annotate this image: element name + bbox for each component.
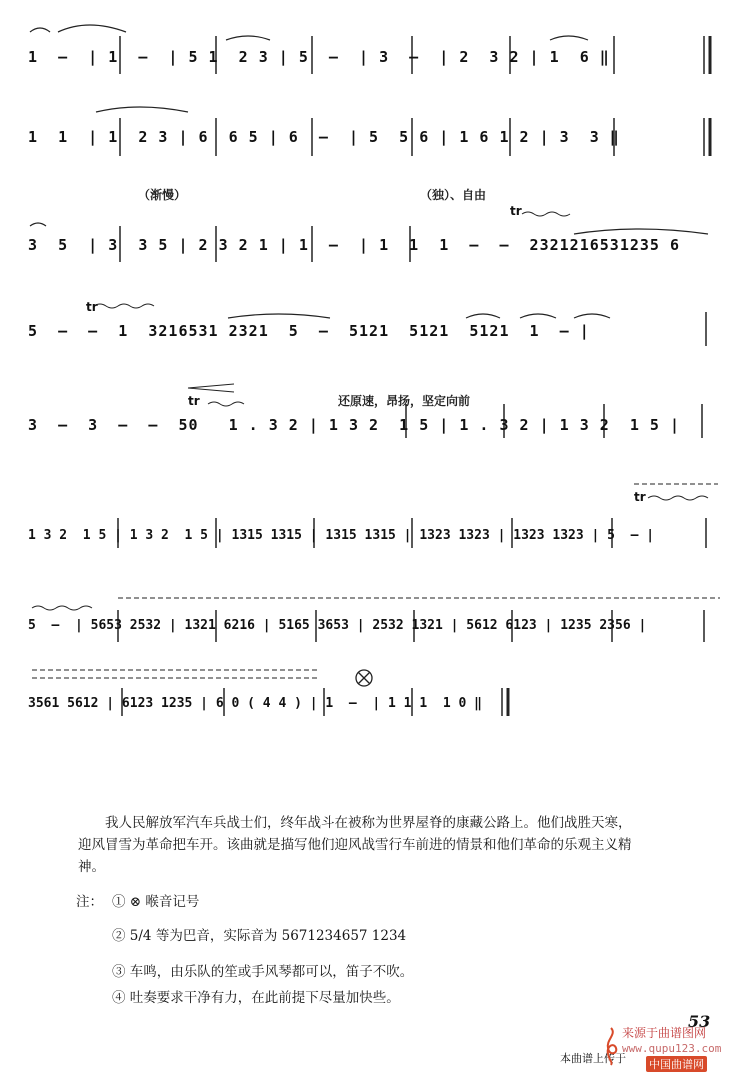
notation-line: 3561 5612 | 6123 1235 | 6 0 ( 4 4 ) | 1 – | 1 1 1 1 0 ‖	[28, 696, 482, 711]
trill-marking: tr	[86, 300, 98, 314]
note-text: 吐奏要求干净有力，在此前提下尽量加快些。	[129, 990, 400, 1006]
notation-line: 3 – 3 – – 50 1 . 3 2 | 1 3 2 1 5 | 1 . 3 2 | 1 3 2 1 5 |	[28, 416, 680, 434]
note-item-3	[112, 960, 413, 980]
page-number: 53	[688, 1012, 711, 1031]
notation-line: 5 – | 5653 2532 | 1321 6216 | 5165 3653 | 2532 1321 | 5612 6123 | 1235 2356 |	[28, 618, 647, 633]
watermark-line2: www.qupu123.com	[622, 1042, 722, 1055]
trill-marking: tr	[188, 394, 200, 408]
note-text: 5/4 等为巴音，实际音为 5671234657 1234	[129, 928, 407, 944]
score-row-2	[28, 108, 720, 164]
notes-label: 注：	[76, 894, 103, 910]
score-row-3	[28, 212, 720, 268]
watermark-line1: 来源于曲谱图网	[622, 1026, 707, 1040]
footer-text: 本曲谱上传于	[560, 1052, 626, 1065]
site-watermark	[602, 1020, 748, 1072]
note-item-4	[112, 986, 400, 1006]
note-text: 车鸣，由乐队的笙或手风琴都可以，笛子不吹。	[129, 964, 414, 980]
note-text: ⊗ 喉音记号	[129, 894, 200, 910]
description-text: 我人民解放军汽车兵战士们，终年战斗在被称为世界屋脊的康藏公路上。他们战胜天寒，迎风冒雪为革命把车开。该曲就是描写他们迎风战雪行车前进的情景和他们革命的乐观主义精神。	[78, 815, 632, 875]
notation-line: 3 5 | 3 3 5 | 2 3 2 1 | 1 – | 1 1 1 – – 2321216531235 6	[28, 236, 680, 254]
notation-line: 1 – | 1 – | 5 1 2 3 | 5 – | 3 – | 2 3 2 | 1 6 ‖	[28, 48, 610, 66]
note-number: ④	[112, 990, 126, 1006]
note-item-2	[112, 924, 406, 944]
score-row-6	[28, 478, 720, 550]
score-row-5	[28, 380, 720, 442]
slur-marks	[28, 660, 720, 720]
score-row-1	[28, 20, 720, 80]
trill-marking: tr	[510, 204, 522, 218]
solo-free-marking: （独）、自由	[420, 188, 487, 202]
notation-line: 1 3 2 1 5 | 1 3 2 1 5 | 1315 1315 | 1315 1315 | 1323 1323 | 1323 1323 | 5 – |	[28, 528, 655, 543]
trill-marking: tr	[634, 490, 646, 504]
gradually-slow-marking: （渐慢）	[138, 188, 187, 202]
description-block	[78, 812, 638, 878]
notation-line: 5 – – 1 3216531 2321 5 – 5121 5121 5121 1 – |	[28, 322, 590, 340]
note-item-1	[112, 890, 199, 910]
notation-line: 1 1 | 1 2 3 | 6 6 5 | 6 – | 5 5 6 | 1 6 1 2 | 3 3 ‖	[28, 128, 620, 146]
note-number: ③	[112, 964, 126, 980]
score-row-7	[28, 590, 720, 646]
treble-clef-icon	[602, 1026, 620, 1066]
note-number: ①	[112, 894, 126, 910]
restore-tempo-marking: 还原速，昂扬，坚定向前	[338, 394, 471, 408]
score-row-4	[28, 296, 720, 352]
score-row-8	[28, 660, 720, 720]
watermark-badge: 中国曲谱网	[646, 1056, 707, 1072]
note-number: ②	[112, 928, 126, 944]
